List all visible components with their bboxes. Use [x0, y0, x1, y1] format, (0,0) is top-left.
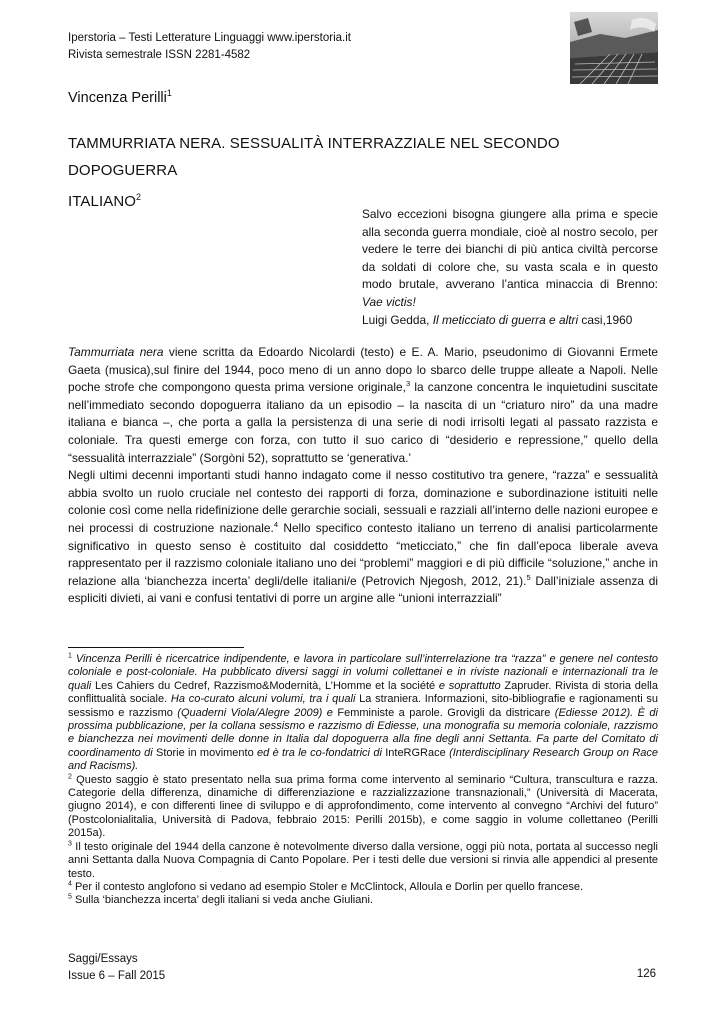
journal-header: [68, 30, 351, 64]
footnote-ref-5[interactable]: 5: [526, 572, 531, 582]
footnote-5: $^5$ Sulla ‘bianchezza incerta’ degli italiani si veda anche Giuliani.: [68, 893, 373, 907]
article-title-line-1: TAMMURRIATA NERA. SESSUALITÀ INTERRAZZIALE NEL SECONDO DOPOGUERRA: [68, 135, 560, 179]
footer-section: Saggi/Essays: [68, 953, 138, 965]
footnote-ref-4[interactable]: 4: [273, 519, 278, 529]
footnote-3: $^3$ Il testo originale del 1944 della canzone è notevolmente diverso dalla versione, oggi più nota, portata al successo negli anni Settanta dalla Nuova Compagnia di Canto Popolare. Per i testi delle due versioni si rinvia alle appendici al presente testo.: [68, 840, 658, 880]
epigraph: [362, 206, 658, 329]
journal-logo-image: [570, 12, 658, 84]
article-title: [68, 130, 660, 215]
journal-name: Iperstoria – Testi Letterature Linguaggi www.iperstoria.it: [68, 32, 351, 44]
footnote-4: $^4$ Per il contesto anglofono si vedano ad esempio Stoler e McClintock, Alloula e Dorlin per quello francese.: [68, 880, 584, 893]
page-number: 126: [636, 968, 656, 980]
article-body: [68, 344, 658, 608]
article-title-line-2: ITALIANO$^2$: [68, 192, 142, 210]
epigraph-quote: Salvo eccezioni bisogna giungere alla prima e specie alla seconda guerra mondiale, cioè al nostro secolo, per vedere le terre dei bianchi di più antica civiltà percorse da soldati di colore che, su vasta scala e in questo modo brutale, avverano l’antica minaccia di Brenno: Vae victis!: [362, 207, 658, 309]
page-footer: [68, 951, 165, 985]
journal-issn: Rivista semestrale ISSN 2281-4582: [68, 49, 251, 61]
footnote-divider: [68, 647, 244, 648]
footnote-ref-2[interactable]: 2: [136, 192, 142, 202]
footnotes: [68, 653, 658, 908]
body-paragraph-2: Negli ultimi decenni importanti studi hanno indagato come il nesso costitutivo tra genere, “razza” e sessualità abbia svolto un ruolo cruciale nel contesto dei rapporti di forza, dominazione e subordinazione istituiti nelle colonie così come nella ridefinizione delle gerarchie sociali, sessuali e razziali all’interno delle nazioni europee e nei processi di costruzione nazionale.$^4$ Nello specifico contesto italiano un terreno di analisi particolarmente significativo in questo senso è costituito dal cosiddetto “meticciato,” che fin dall’epoca liberale aveva rappresentato per il razzismo coloniale italiano uno dei “problemi” maggiori e di più difficile “soluzione,” anche in relazione alla ‘bianchezza incerta’ degli/delle italiani/e (Petrovich Njegosh, 2012, 21).$^5$ Dall’iniziale assenza di espliciti divieti, ai vani e confusi tentativi di porre un argine alle “unioni interrazziali”: [68, 468, 658, 606]
footnote-2: $^2$ Questo saggio è stato presentato nella sua prima forma come intervento al seminario “Cultura, transcultura e razza. Categorie della differenza, dinamiche di differenziazione e razzializzazione transnazionali,” (Università di Macerata, giugno 2014), e con differenti linee di sviluppo e di approfondimento, come intervento al convegno “Archivi del futuro” (Postcolonialitalia, Università di Padova, febbraio 2015: Perilli 2015b), e come saggio in volume collettaneo (Perilli 2015a).: [68, 773, 658, 840]
footer-issue: Issue 6 – Fall 2015: [68, 970, 166, 982]
footnote-ref-3[interactable]: 3: [405, 379, 411, 389]
body-paragraph-1: Tammurriata nera viene scritta da Edoardo Nicolardi (testo) e E. A. Mario, pseudonimo di Giovanni Ermete Gaeta (musica),sul finire del 1944, poco meno di un anno dopo lo sbarco delle truppe alleate a Napoli. Nelle poche strofe che compongono questa prima versione originale,$^3$ la canzone concentra le inquietudini suscitate nell’immediato secondo dopoguerra italiano da un episodio – la nascita di un “criaturo niro” da una madre italiana e bianca –, che porta a galla la persistenza di una serie di nodi irrisolti legati al passato razzista e coloniale. Tra questi emerge con forza, con tutto il suo carico di “desiderio e repressione,” quello della “sessualità interrazziale” (Sorgòni 52), soprattutto se ‘generativa.’: [68, 345, 659, 465]
author-name: Vincenza Perilli$^1$: [68, 88, 172, 106]
footnote-ref-1[interactable]: 1: [166, 88, 172, 98]
footnote-1: $^1$ Vincenza Perilli è ricercatrice indipendente, e lavora in particolare sull’interrelazione tra “razza” e genere nel contesto coloniale e post-coloniale. Ha pubblicato diversi saggi in volumi collettanei e in riviste nazionali e internazionali tra le quali Les Cahiers du Cedref, Razzismo&Modernità, L’Homme et la société e soprattutto Zapruder. Rivista di storia della conflittualità sociale. Ha co-curato alcuni volumi, tra i quali La straniera. Informazioni, sito-bibliografie e ragionamenti su sessismo e razzismo (Quaderni Viola/Alegre 2009) e Femministe a parole. Grovigli da districare (Ediesse 2012). È di prossima pubblicazione, per la collana sessismo e razzismo di Ediesse, una monografia su memoria coloniale, razzismo e bianchezza nei movimenti delle donne in Italia dal dopoguerra alla fine degli anni Settanta. Fa parte del Comitato di coordinamento di Storie in movimento ed è tra le co-fondatrici di InteRGRace (Interdisciplinary Research Group on Race and Racisms).: [68, 652, 659, 773]
epigraph-source: Luigi Gedda, Il meticciato di guerra e altri casi,1960: [362, 312, 633, 327]
